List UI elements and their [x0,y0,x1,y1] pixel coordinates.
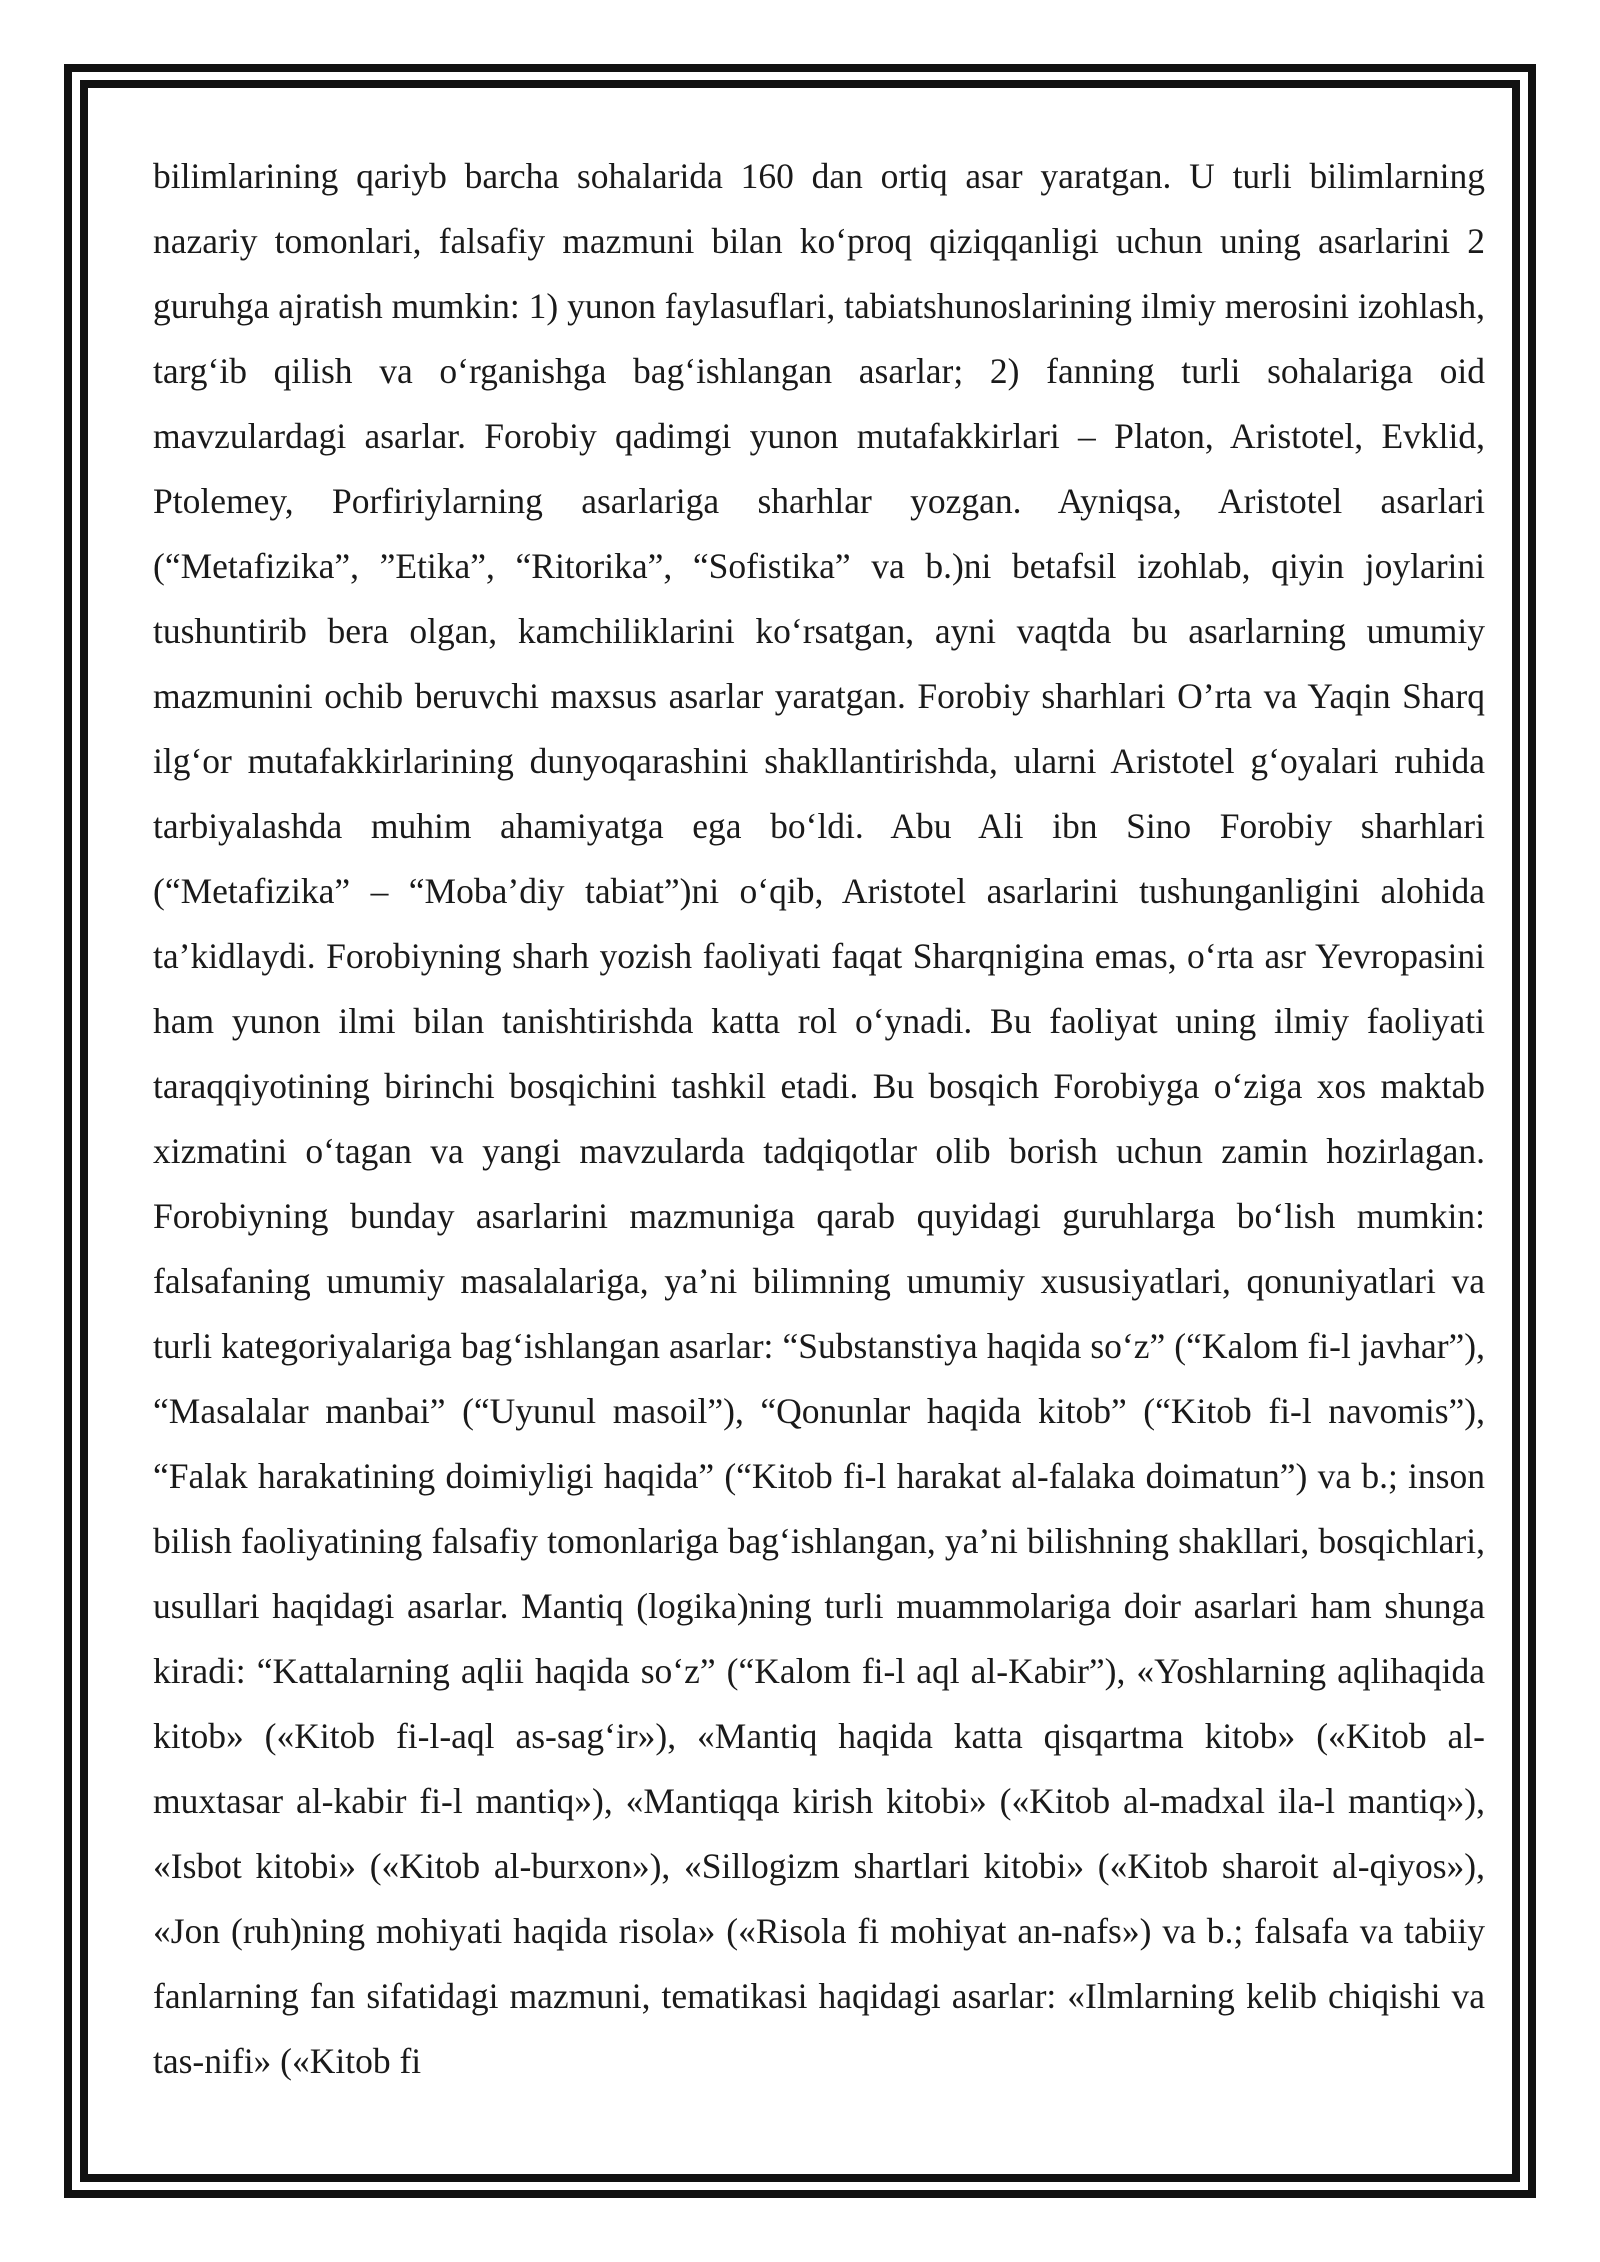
body-paragraph: bilimlarining qariyb barcha sohalarida 160 dan ortiq asar yaratgan. U turli bilimlarning nazariy tomonlari, falsafiy mazmuni bilan ko‘proq qiziqqanligi uchun uning asarlarini 2 guruhga ajratish mumkin: 1) yunon faylasuflari, tabiatshunoslarining ilmiy merosini izohlash, targ‘ib qilish va o‘rganishga bag‘ishlangan asarlar; 2) fanning turli sohalariga oid mavzulardagi asarlar. Forobiy qadimgi yunon mutafakkirlari – Platon, Aristotel, Evklid, Ptolemey, Porfiriylarning asarlariga sharhlar yozgan. Ayniqsa, Aristotel asarlari (“Metafizika”, ”Etika”, “Ritorika”, “Sofistika” va b.)ni betafsil izohlab, qiyin joylarini tushuntirib bera olgan, kamchiliklarini ko‘rsatgan, ayni vaqtda bu asarlarning umumiy mazmunini ochib beruvchi maxsus asarlar yaratgan. Forobiy sharhlari O’rta va Yaqin Sharq ilg‘or mutafakkirlarining dunyoqarashini shakllantirishda, ularni Aristotel g‘oyalari ruhida tarbiyalashda muhim ahamiyatga ega bo‘ldi. Abu Ali ibn Sino Forobiy sharhlari (“Metafizika” – “Moba’diy tabiat”)ni o‘qib, Aristotel asarlarini tushunganligini alohida ta’kidlaydi. Forobiyning sharh yozish faoliyati faqat Sharqnigina emas, o‘rta asr Yevropasini ham yunon ilmi bilan tanishtirishda katta rol o‘ynadi. Bu faoliyat uning ilmiy faoliyati taraqqiyotining birinchi bosqichini tashkil etadi. Bu bosqich Forobiyga o‘ziga xos maktab xizmatini o‘tagan va yangi mavzularda tadqiqotlar olib borish uchun zamin hozirlagan. Forobiyning bunday asarlarini mazmuniga qarab quyidagi guruhlarga bo‘lish mumkin: falsafaning umumiy masalalariga, ya’ni bilimning umumiy xususiyatlari, qonuniyatlari va turli kategoriyalariga bag‘ishlangan asarlar: “Substanstiya haqida so‘z” (“Kalom fi-l javhar”), “Masalalar manbai” (“Uyunul masoil”), “Qonunlar haqida kitob” (“Kitob fi-l navomis”), “Falak harakatining doimiyligi haqida” (“Kitob fi-l harakat al-falaka doimatun”) va b.; inson bilish faoliyatining falsafiy tomonlariga bag‘ishlangan, ya’ni bilishning shakllari, bosqichlari, usullari haqidagi asarlar. Mantiq (logika)ning turli muammolariga doir asarlari ham shunga kiradi: “Kattalarning aqlii haqida so‘z” (“Kalom fi-l aql al-Kabir”), «Yoshlarning aqlihaqida kitob» («Kitob fi-l-aql as-sag‘ir»), «Mantiq haqida katta qisqartma kitob» («Kitob al-muxtasar al-kabir fi-l mantiq»), «Mantiqqa kirish kitobi» («Kitob al-madxal ila-l mantiq»), «Isbot kitobi» («Kitob al-burxon»), «Sillogizm shartlari kitobi» («Kitob sharoit al-qiyos»), «Jon (ruh)ning mohiyati haqida risola» («Risola fi mohiyat an-nafs») va b.; falsafa va tabiiy fanlarning fan sifatidagi mazmuni, tematikasi haqidagi asarlar: «Ilmlarning kelib chiqishi va tas-nifi» («Kitob fi [153,156,1485,2081]
